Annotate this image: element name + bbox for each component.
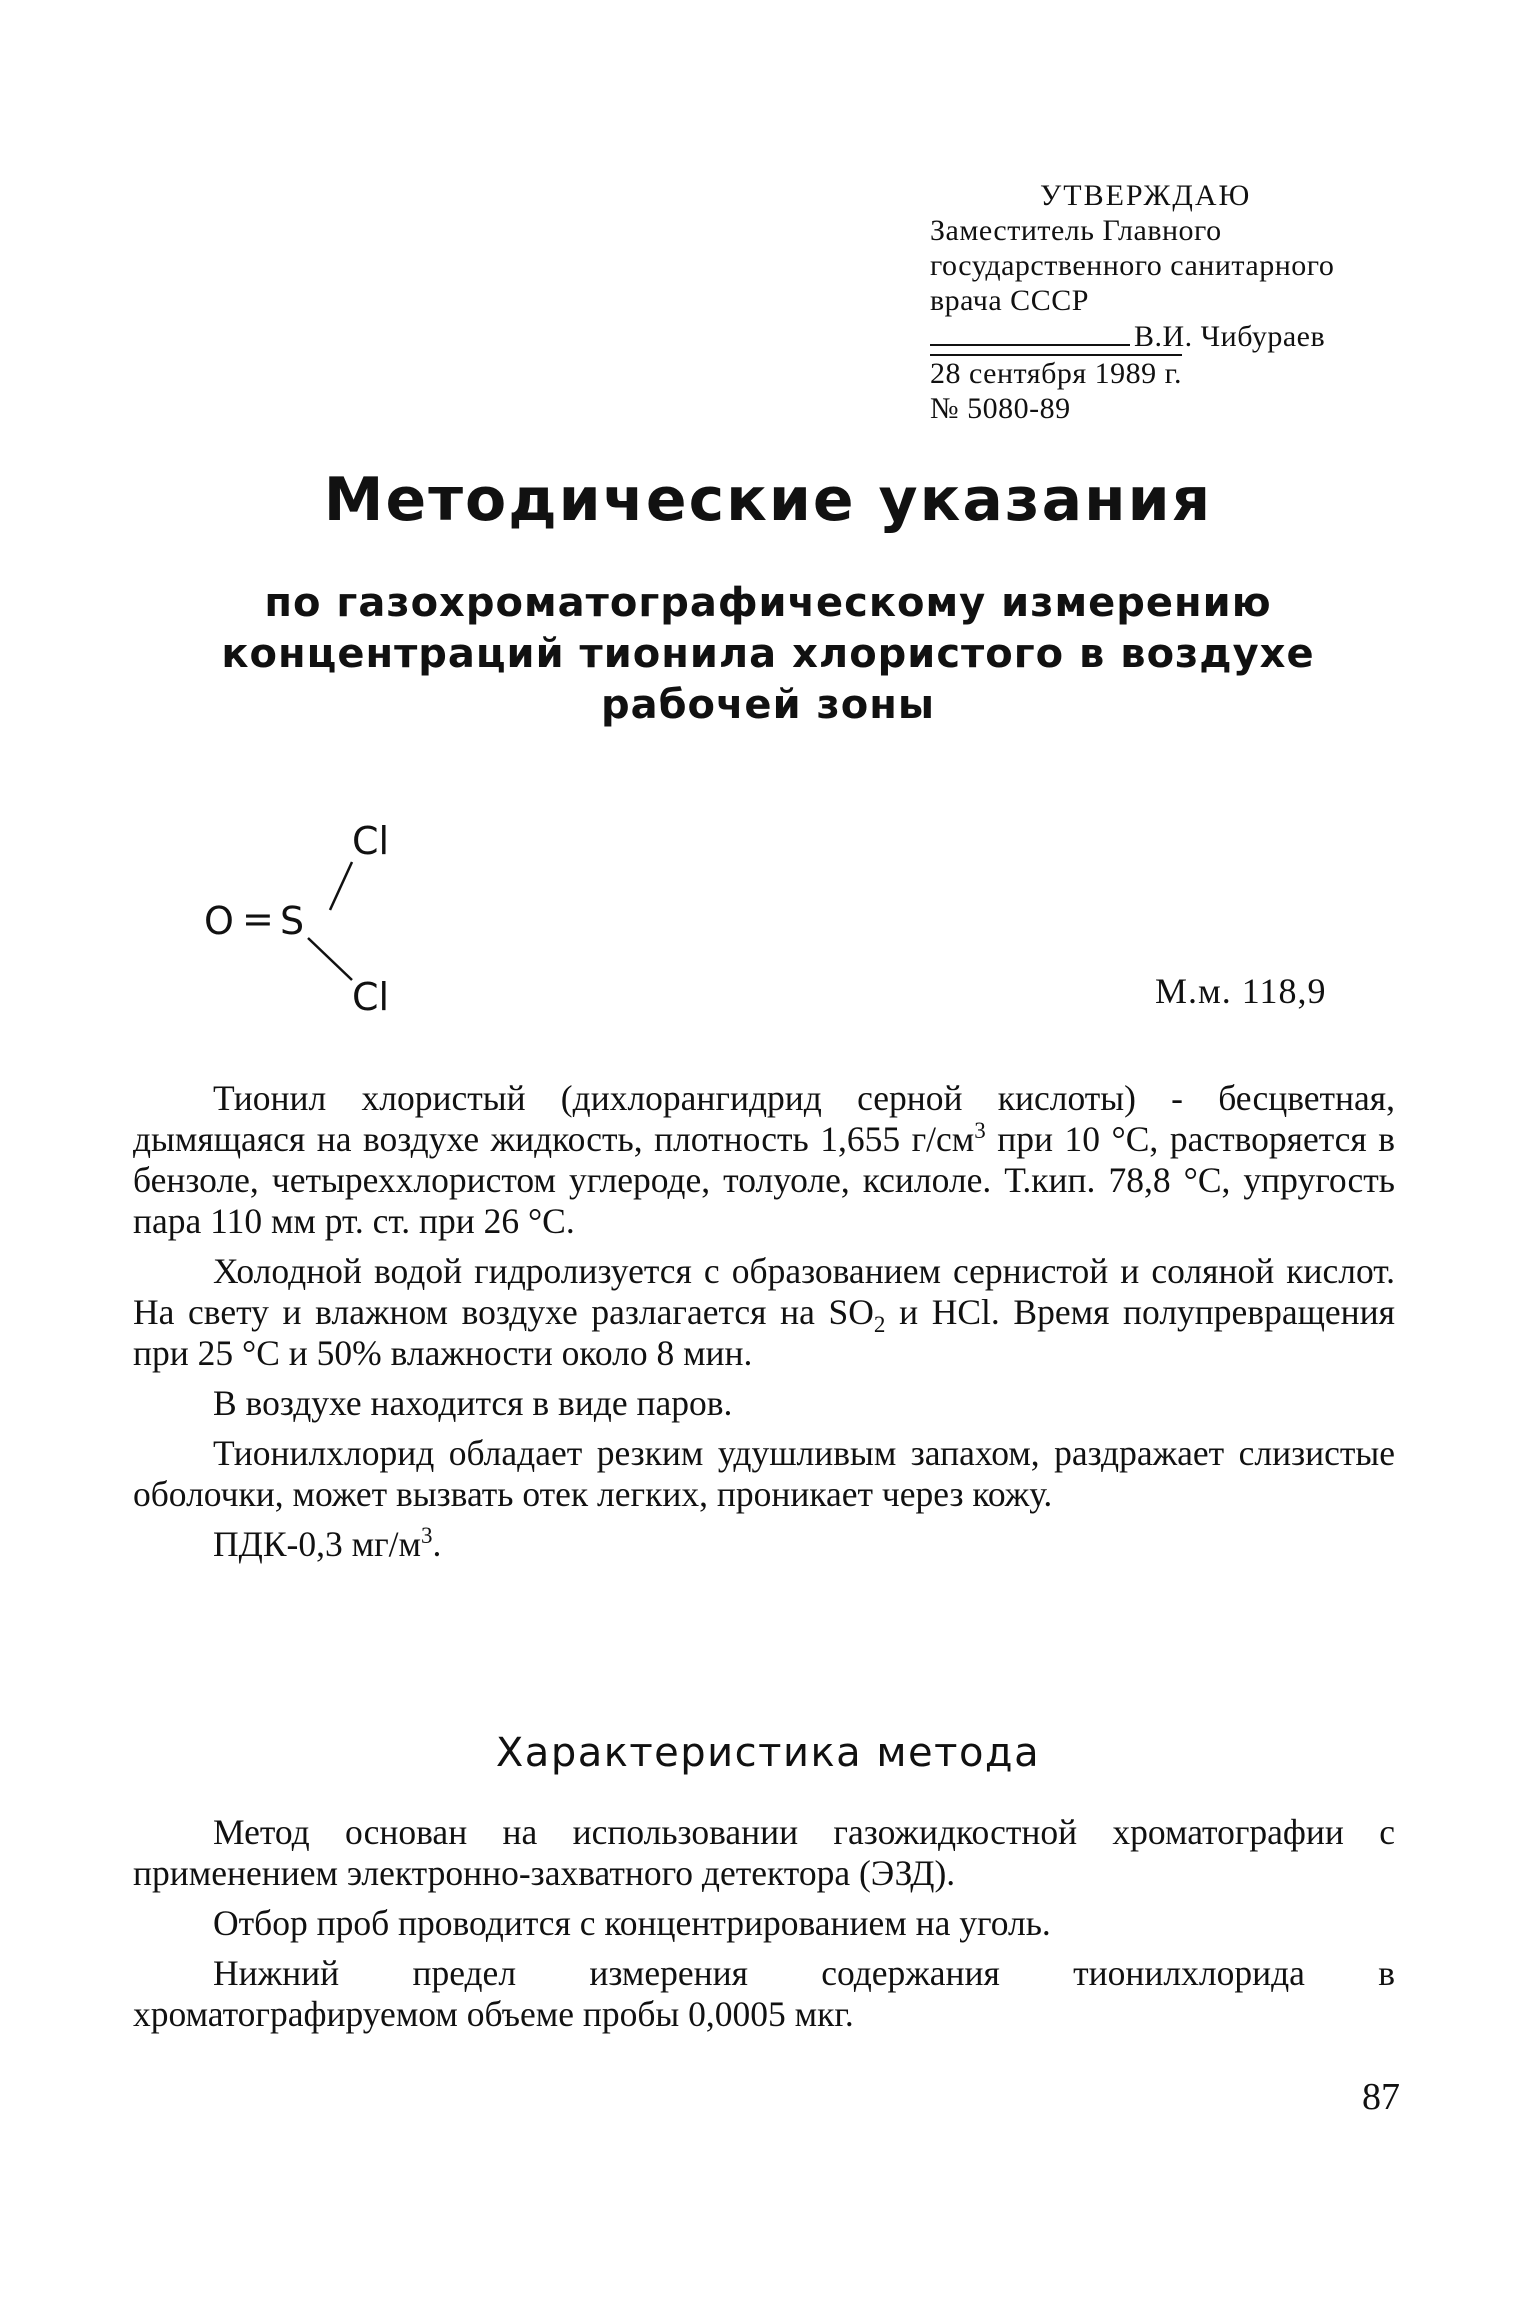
atom-oxygen: O bbox=[204, 899, 234, 943]
atom-chlorine-bottom: Cl bbox=[352, 975, 390, 1019]
section-heading: Характеристика метода bbox=[495, 1730, 1041, 1776]
mac-value: ПДК-0,3 мг/м bbox=[213, 1524, 421, 1564]
method-paragraph-1: Метод основан на использовании газожидкостной хроматографии с применением электронно-захватного детектора (ЭЗД). bbox=[133, 1812, 1395, 1893]
paragraph-hydrolysis-part-2: и HCl. Время полупревращения при 25 °С и 50% влажности около 8 мин. bbox=[133, 1292, 1395, 1373]
subtitle-line-2: концентраций тионила хлористого в воздухе bbox=[221, 631, 1315, 677]
paragraph-state: В воздухе находится в виде паров. bbox=[213, 1383, 733, 1423]
paragraph-toxicity: Тионилхлорид обладает резким удушливым запахом, раздражает слизистые оболочки, может вызвать отек легких, проникает через кожу. bbox=[133, 1433, 1395, 1514]
document-title: Методические указания bbox=[323, 465, 1213, 535]
method-paragraph-2: Отбор проб проводится с концентрированием на уголь. bbox=[213, 1903, 1051, 1943]
paragraph-hydrolysis bbox=[133, 1251, 1395, 1374]
method-paragraph-3: Нижний предел измерения содержания тионилхлорида в хроматографируемом объеме пробы 0,0005 мкг. bbox=[133, 1953, 1395, 2034]
paragraph-properties bbox=[133, 1078, 1395, 1242]
approval-date: 28 сентября 1989 г. bbox=[930, 354, 1182, 391]
structural-formula bbox=[190, 800, 450, 1020]
approval-number: № 5080-89 bbox=[930, 392, 1071, 425]
mac-period: . bbox=[432, 1524, 442, 1564]
so2-subscript: 2 bbox=[873, 1311, 886, 1338]
approval-date-row bbox=[930, 354, 1410, 391]
approval-signer: В.И. Чибураев bbox=[1134, 320, 1326, 353]
document-subtitle bbox=[0, 578, 1536, 731]
approval-position-line-3: врача СССР bbox=[930, 284, 1089, 317]
approval-position-line-2: государственного санитарного bbox=[930, 249, 1335, 282]
approval-position-line-1: Заместитель Главного bbox=[930, 214, 1222, 247]
atom-sulfur: S bbox=[280, 899, 305, 943]
paragraph-hydrolysis-part-1: Холодной водой гидролизуется с образованием сернистой и соляной кислот. На свету и влажном воздухе разлагается на SO bbox=[133, 1251, 1395, 1332]
approval-signature-row bbox=[930, 318, 1410, 354]
paragraph-mac bbox=[133, 1524, 1395, 1565]
molecular-weight: М.м. 118,9 bbox=[1155, 971, 1327, 1011]
description-text bbox=[133, 1078, 1395, 1574]
bond-s-cl-top bbox=[330, 862, 352, 910]
paragraph-properties-part-2: при 10 °С, растворяется в бензоле, четыреххлористом углероде, толуоле, ксилоле. Т.кип. 78,8 °С, упругость пара 110 мм рт. ст. при 26 °С. bbox=[133, 1119, 1396, 1241]
double-bond-sign: = bbox=[242, 897, 274, 941]
bond-s-cl-bottom bbox=[308, 938, 352, 980]
approval-heading: УТВЕРЖДАЮ bbox=[1040, 179, 1252, 212]
atom-chlorine-top: Cl bbox=[352, 819, 390, 863]
page-number: 87 bbox=[1362, 2076, 1400, 2118]
approval-block bbox=[930, 178, 1410, 426]
method-text bbox=[133, 1812, 1395, 2044]
mac-unit-superscript: 3 bbox=[420, 1522, 433, 1549]
subtitle-line-3: рабочей зоны bbox=[600, 682, 936, 728]
subtitle-line-1: по газохроматографическому измерению bbox=[264, 580, 1272, 626]
signature-line bbox=[930, 318, 1130, 346]
paragraph-properties-part-1: Тионил хлористый (дихлорангидрид серной кислоты) - бесцветная, дымящаяся на воздухе жидкость, плотность 1,655 г/см bbox=[133, 1078, 1395, 1159]
density-unit-superscript: 3 bbox=[974, 1117, 986, 1144]
